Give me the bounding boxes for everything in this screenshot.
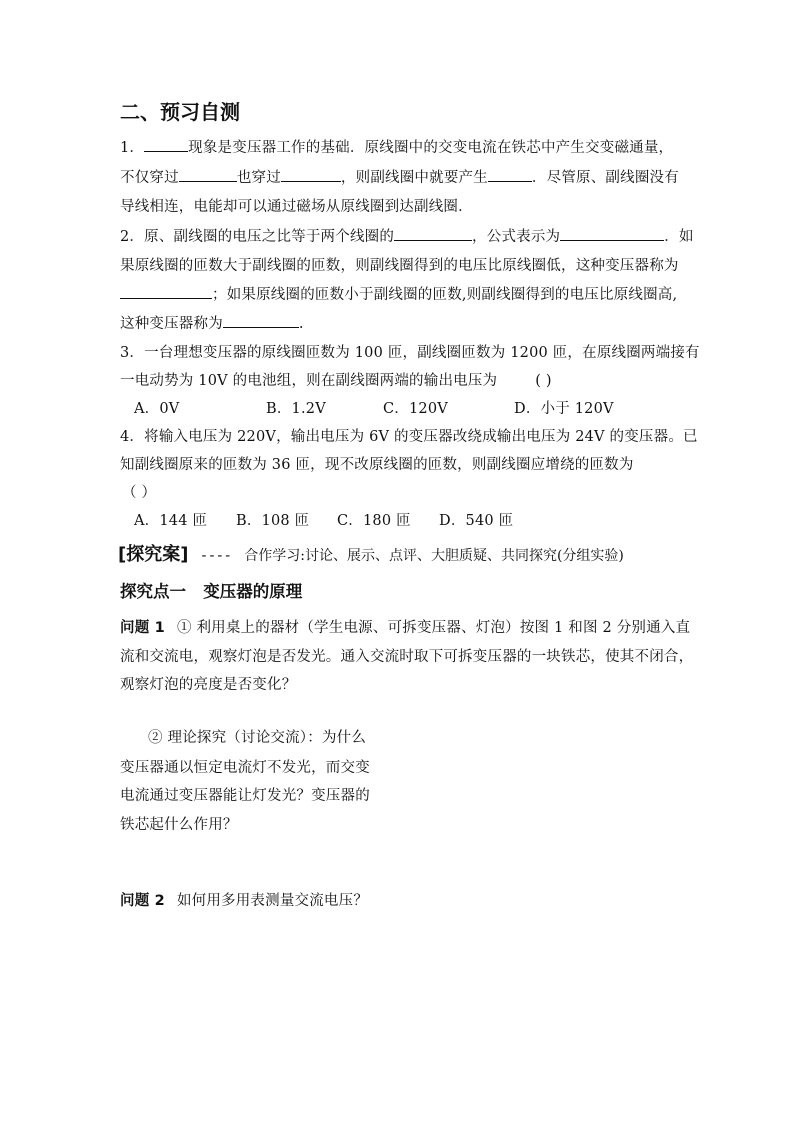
- q2-text-a2: ，公式表示为: [472, 229, 561, 245]
- problem1-label: 问题 1: [120, 620, 165, 636]
- q3-answer-paren[interactable]: ( ): [535, 373, 552, 389]
- q4-option-c[interactable]: C．180 匝: [337, 513, 411, 529]
- q1-text-b2: 也穿过: [236, 170, 281, 186]
- explore-point-1-title: 探究点一 变压器的原理: [120, 582, 303, 601]
- q3-line1: 3．一台理想变压器的原线圈匝数为 100 匝，副线圈匝数为 1200 匝，在原线圈两端接有: [120, 345, 700, 361]
- q1-text-a: 现象是变压器工作的基础．原线圈中的交变电流在铁芯中产生交变磁通量，: [188, 140, 674, 156]
- q2-blank-1[interactable]: [394, 226, 472, 241]
- q2-text-a3: ．如: [664, 229, 694, 245]
- q2-text-a1: 原、副线圈的电压之比等于两个线圈的: [144, 229, 395, 245]
- explore-heading: [118, 540, 624, 566]
- q2-line1: [120, 225, 694, 246]
- theory-line3: 电流通过变压器能让灯发光？变压器的: [120, 788, 370, 804]
- q2-line4: [120, 312, 304, 333]
- q1-blank-3[interactable]: [281, 167, 341, 182]
- q1-blank-2[interactable]: [179, 167, 237, 182]
- problem1-text-1: ① 利用桌上的器材（学生电源、可拆变压器、灯泡）按图 1 和图 2 分别通入直: [176, 620, 691, 636]
- q2-text-d2: .: [298, 316, 304, 332]
- q2-number: 2．: [120, 229, 145, 245]
- q4-line2: 知副线圈原来的匝数为 36 匝，现不改原线圈的匝数，则副线圈应增绕的匝数为: [120, 457, 634, 473]
- q1-text-b4: ．尽管原、副线圈没有: [531, 170, 679, 186]
- problem1-line2: 流和交流电，观察灯泡是否发光。通入交流时取下可拆变压器的一块铁芯，使其不闭合，: [120, 649, 694, 665]
- q3-option-d[interactable]: D．小于 120V: [514, 401, 614, 417]
- q2-line2: 果原线圈的匝数大于副线圈的匝数，则副线圈得到的电压比原线圈低，这种变压器称为: [120, 258, 679, 274]
- q1-text-b3: ，则副线圈中就要产生: [340, 170, 488, 186]
- q2-blank-2[interactable]: [560, 226, 664, 241]
- explore-dashes: ----: [201, 548, 234, 564]
- section-title: 二、预习自测: [120, 100, 240, 124]
- q1-text-b1: 不仅穿过: [120, 170, 179, 186]
- q2-text-c: ；如果原线圈的匝数小于副线圈的匝数,则副线圈得到的电压比原线圈高,: [212, 287, 678, 303]
- explore-desc: 合作学习:讨论、展示、点评、大胆质疑、共同探究(分组实验): [244, 548, 624, 564]
- q4-option-b[interactable]: B．108 匝: [236, 513, 310, 529]
- problem1-line1: [120, 616, 690, 637]
- theory-line4: 铁芯起什么作用？: [120, 817, 238, 833]
- theory-line2: 变压器通以恒定电流灯不发光，而交变: [120, 760, 370, 776]
- q4-line1: 4．将输入电压为 220V，输出电压为 6V 的变压器改绕成输出电压为 24V 的变压器。已: [120, 429, 698, 445]
- explore-title: [探究案]: [118, 544, 189, 565]
- q3-line2: [120, 369, 552, 390]
- q4-option-a[interactable]: A．144 匝: [134, 513, 208, 529]
- q2-blank-3[interactable]: [120, 284, 212, 299]
- q4-answer-paren[interactable]: （ ）: [122, 485, 157, 501]
- q1-line1: [120, 136, 673, 157]
- q3-text: 一电动势为 10V 的电池组，则在副线圈两端的输出电压为: [120, 373, 498, 389]
- q1-blank-1[interactable]: [144, 137, 188, 152]
- q1-line2: [120, 166, 679, 187]
- q3-option-a[interactable]: A．0V: [134, 401, 180, 417]
- q4-option-d[interactable]: D．540 匝: [439, 513, 514, 529]
- q2-blank-4[interactable]: [223, 313, 299, 328]
- q1-number: 1．: [120, 140, 145, 156]
- q3-option-c[interactable]: C．120V: [383, 401, 448, 417]
- problem2-line: [120, 889, 368, 910]
- q1-blank-4[interactable]: [488, 167, 532, 182]
- q2-text-d1: 这种变压器称为: [120, 316, 223, 332]
- theory-line1: ② 理论探究（讨论交流）：为什么: [148, 730, 367, 746]
- q1-line3: 导线相连，电能却可以通过磁场从原线圈到达副线圈．: [120, 199, 473, 215]
- problem1-line3: 观察灯泡的亮度是否变化？: [120, 677, 297, 693]
- problem2-text: 如何用多用表测量交流电压？: [176, 893, 369, 909]
- q3-option-b[interactable]: B．1.2V: [266, 401, 326, 417]
- problem2-label: 问题 2: [120, 893, 165, 909]
- q2-line3: [120, 283, 677, 304]
